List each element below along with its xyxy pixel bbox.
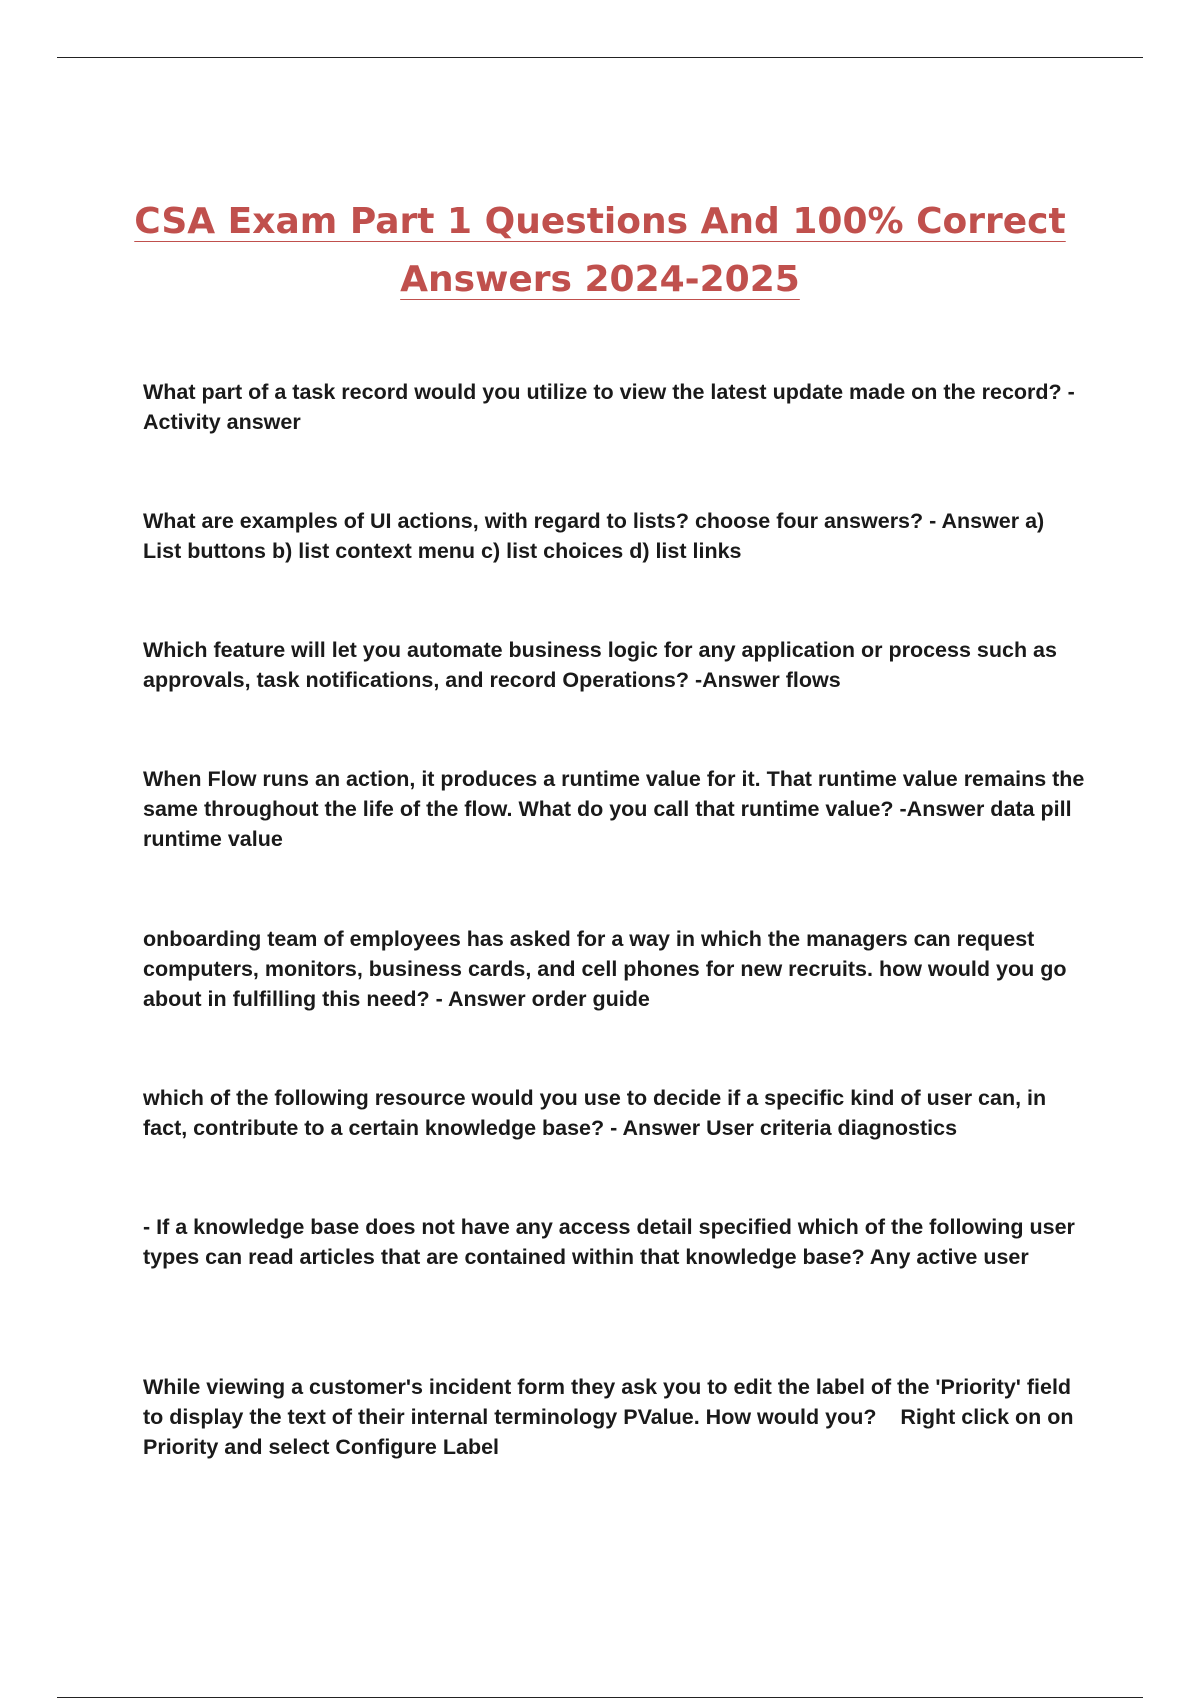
qa-item-6 — [143, 1083, 1088, 1143]
qa-item-7 — [143, 1212, 1088, 1272]
qa-item-5 — [143, 924, 1088, 1014]
qa-text: onboarding team of employees has asked for a way in which the managers can request computers, monitors, business cards, and cell phones for new recruits. how would you go about in fulfilling this need? - Answer order guide — [143, 927, 1073, 1011]
qa-text: - If a knowledge base does not have any access detail specified which of the following user types can read articles that are contained within that knowledge base? Any active user — [143, 1215, 1081, 1269]
qa-text: When Flow runs an action, it produces a runtime value for it. That runtime value remains the same throughout the life of the flow. What do you call that runtime value? -Answer data pill runtime value — [143, 767, 1091, 851]
qa-item-4 — [143, 764, 1091, 854]
title-line-2: Answers 2024-2025 — [400, 259, 800, 300]
page-title — [100, 193, 1100, 309]
title-line-1: CSA Exam Part 1 Questions And 100% Correct — [134, 201, 1066, 242]
qa-text: What part of a task record would you utilize to view the latest update made on the record? - Activity answer — [143, 380, 1080, 434]
qa-item-8 — [143, 1372, 1088, 1462]
qa-text: While viewing a customer's incident form they ask you to edit the label of the 'Priority' field to display the text of their internal terminology PValue. How would you? Right click on on Priority and select Configure Label — [143, 1375, 1080, 1459]
qa-text: Which feature will let you automate business logic for any application or process such as approvals, task notifications, and record Operations? -Answer flows — [143, 638, 1063, 692]
qa-text: What are examples of UI actions, with regard to lists? choose four answers? - Answer a) List buttons b) list context menu c) list choices d) list links — [143, 509, 1051, 563]
qa-item-3 — [143, 635, 1088, 695]
top-divider — [57, 57, 1143, 58]
bottom-divider — [57, 1697, 1143, 1698]
qa-item-1 — [143, 377, 1088, 437]
qa-text: which of the following resource would you use to decide if a specific kind of user can, in fact, contribute to a certain knowledge base? - Answer User criteria diagnostics — [143, 1086, 1053, 1140]
qa-item-2 — [143, 506, 1088, 566]
